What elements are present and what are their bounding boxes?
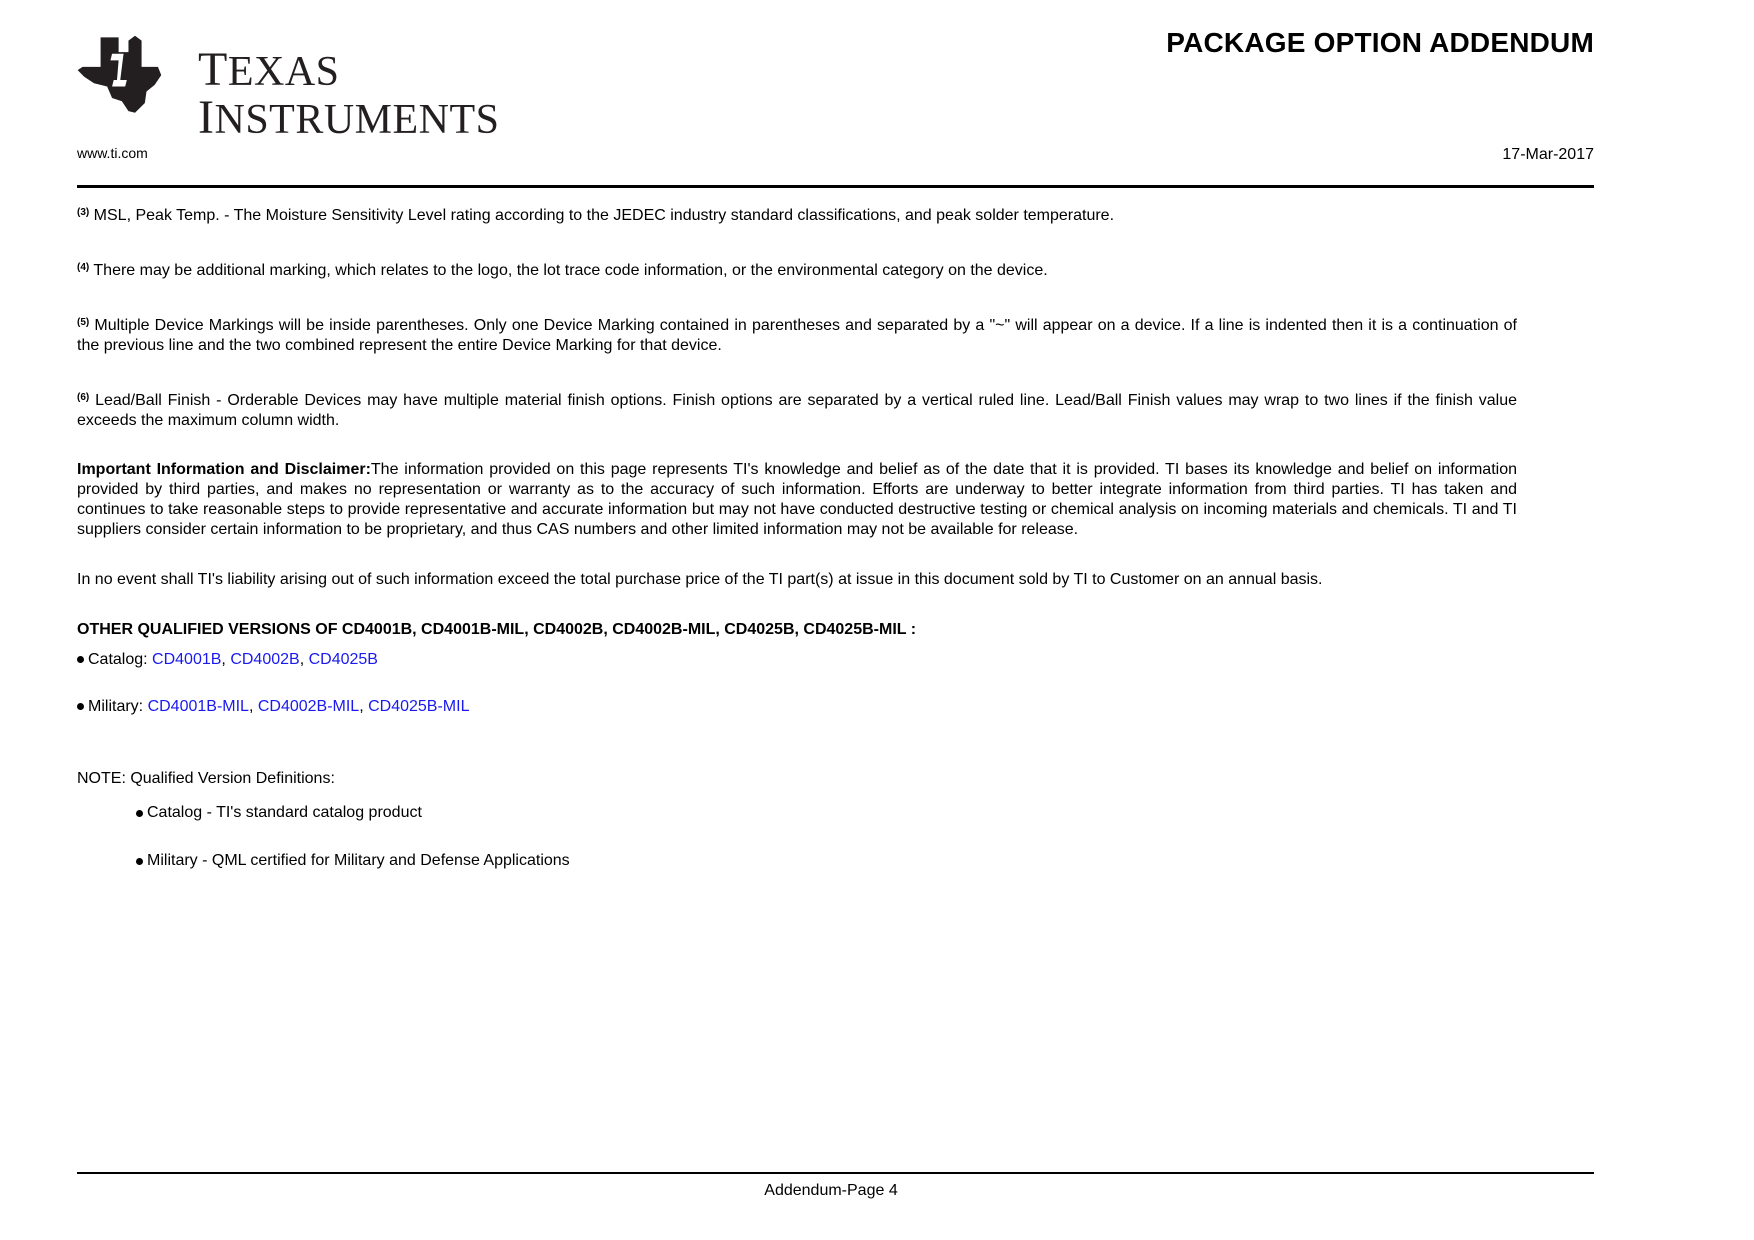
footnote-text: Lead/Ball Finish - Orderable Devices may have multiple material finish options. Finish options are separated by a vertical ruled line. Lead/Ball Finish values may wrap to two lines if the finish value exceeds the maximum column width.	[77, 392, 1517, 429]
document-body	[77, 206, 1517, 871]
wordmark-instruments: INSTRUMENTS	[198, 91, 500, 144]
definitions-list	[77, 803, 1517, 871]
ti-state-logo-icon	[76, 30, 176, 130]
footnote-marker: (5)	[77, 317, 90, 328]
footnote-text: MSL, Peak Temp. - The Moisture Sensitivity Level rating according to the JEDEC industry standard classifications, and peak solder temperature.	[89, 207, 1115, 224]
ti-logo	[76, 30, 526, 142]
site-url-link[interactable]: www.ti.com	[77, 145, 148, 161]
footnote-text: There may be additional marking, which relates to the logo, the lot trace code information, or the environmental category on the device.	[89, 262, 1048, 279]
military-versions-item: Military: CD4001B-MIL, CD4002B-MIL, CD4025B-MIL	[77, 697, 1517, 717]
catalog-versions-item: Catalog: CD4001B, CD4002B, CD4025B	[77, 650, 1517, 670]
link-cd4025b[interactable]: CD4025B	[308, 651, 378, 668]
page-title: PACKAGE OPTION ADDENDUM	[1166, 27, 1594, 58]
header-divider	[77, 185, 1594, 188]
footer-divider	[77, 1172, 1594, 1174]
disclaimer-heading: Important Information and Disclaimer:	[77, 461, 371, 478]
definition-military: Military - QML certified for Military and Defense Applications	[136, 851, 1517, 871]
link-cd4001b-mil[interactable]: CD4001B-MIL	[147, 698, 249, 715]
bullet-icon	[77, 656, 84, 663]
page-number: Addendum-Page 4	[764, 1182, 898, 1199]
bullet-icon	[136, 810, 143, 817]
footnote-6	[77, 391, 1517, 431]
link-cd4001b[interactable]: CD4001B	[152, 651, 222, 668]
footnote-marker: (4)	[77, 262, 90, 273]
footnote-marker: (3)	[77, 207, 90, 218]
military-label: Military:	[88, 698, 148, 715]
footnote-3	[77, 206, 1517, 226]
disclaimer-paragraph	[77, 460, 1517, 540]
note-title: NOTE: Qualified Version Definitions:	[77, 770, 335, 787]
liability-paragraph: In no event shall TI's liability arising out of such information exceed the total purchase price of the TI part(s) at issue in this document sold by TI to Customer on an annual basis.	[77, 571, 1323, 588]
link-cd4025b-mil[interactable]: CD4025B-MIL	[368, 698, 470, 715]
bullet-icon	[136, 858, 143, 865]
catalog-label: Catalog:	[88, 651, 153, 668]
footnote-marker: (6)	[77, 392, 90, 403]
footnote-5	[77, 316, 1517, 356]
qualified-versions-heading: OTHER QUALIFIED VERSIONS OF CD4001B, CD4001B-MIL, CD4002B, CD4002B-MIL, CD4025B, CD4025B-MIL :	[77, 621, 917, 638]
document-date: 17-Mar-2017	[1502, 146, 1594, 163]
footnote-4	[77, 261, 1517, 281]
wordmark-texas: TEXAS	[198, 43, 340, 96]
link-cd4002b[interactable]: CD4002B	[230, 651, 300, 668]
link-cd4002b-mil[interactable]: CD4002B-MIL	[257, 698, 360, 715]
footnote-text: Multiple Device Markings will be inside parentheses. Only one Device Marking contained in parentheses and separated by a "~" will appear on a device. If a line is indented then it is a continuation of the previous line and the two combined represent the entire Device Marking for that device.	[77, 317, 1517, 354]
definition-catalog: Catalog - TI's standard catalog product	[136, 803, 1517, 823]
bullet-icon	[77, 703, 84, 710]
disclaimer-text: The information provided on this page represents TI's knowledge and belief as of the date that it is provided. TI bases its knowledge and belief on information provided by third parties, and makes no representation or warranty as to the accuracy of such information. Efforts are underway to better integrate information from third parties. TI has taken and continues to take reasonable steps to provide representative and accurate information but may not have conducted destructive testing or chemical analysis on incoming materials and chemicals. TI and TI suppliers consider certain information to be proprietary, and thus CAS numbers and other limited information may not be available for release.	[77, 461, 1518, 538]
